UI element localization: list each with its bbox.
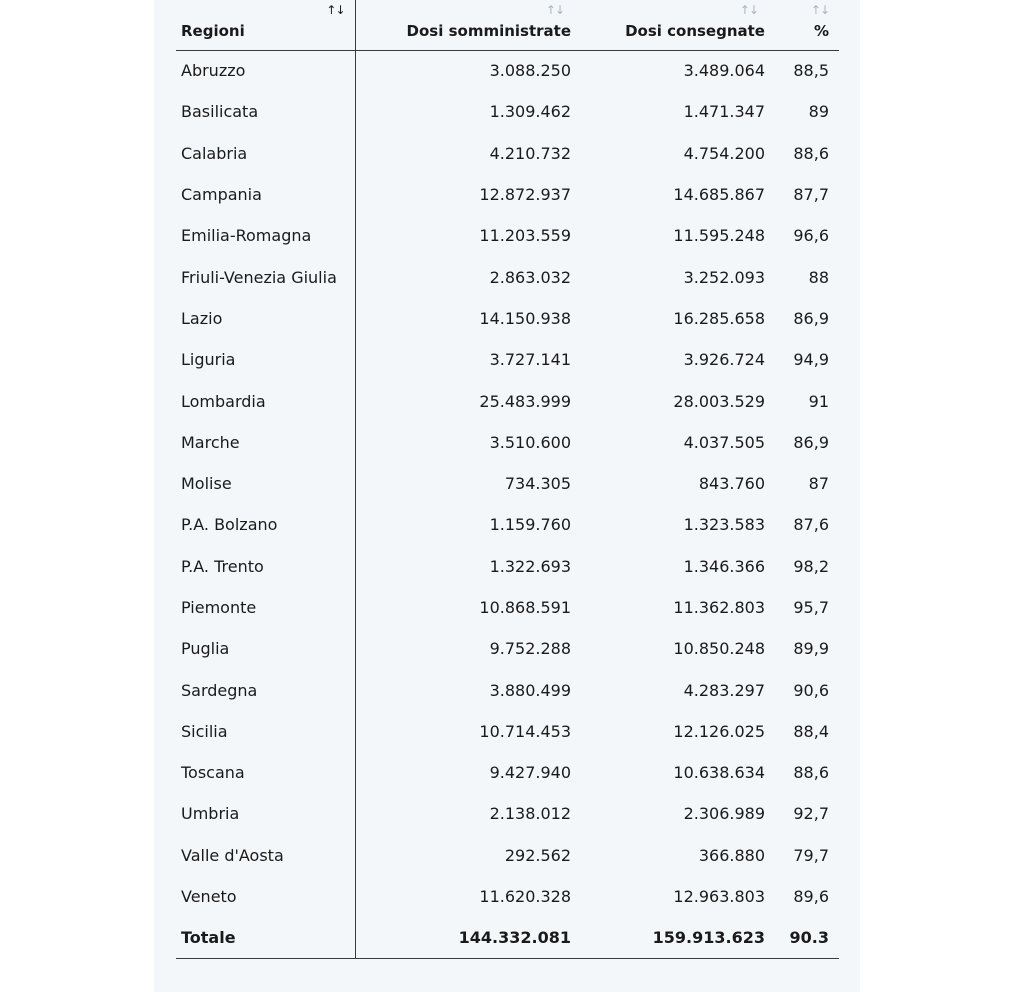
cell-region: Emilia-Romagna <box>176 215 355 256</box>
cell-administered: 9.752.288 <box>489 639 571 659</box>
cell-delivered: 12.963.803 <box>673 887 765 907</box>
column-header-label: Dosi consegnate <box>625 21 765 40</box>
column-header-label: Dosi somministrate <box>406 21 571 40</box>
sort-arrows-icon[interactable]: ↑↓ <box>326 3 345 17</box>
cell-administered: 2.863.032 <box>489 267 571 287</box>
cell-percent: 98,2 <box>793 556 829 576</box>
table-row <box>176 752 839 793</box>
table-header <box>176 0 839 50</box>
cell-administered: 3.880.499 <box>489 680 571 700</box>
table-row <box>176 793 839 834</box>
cell-region: Campania <box>176 174 355 215</box>
cell-percent: 95,7 <box>793 598 829 617</box>
cell-administered: 14.150.938 <box>479 308 571 328</box>
table-row <box>176 463 839 504</box>
cell-region: Veneto <box>176 876 355 917</box>
cell-delivered: 3.926.724 <box>683 350 765 370</box>
cell-percent: 89,6 <box>793 887 829 907</box>
cell-percent: 86,9 <box>793 432 829 452</box>
table-row <box>176 256 839 297</box>
cell-administered: 1.159.760 <box>489 515 571 535</box>
cell-delivered: 11.362.803 <box>673 598 765 617</box>
table-row <box>176 380 839 421</box>
cell-administered: 3.727.141 <box>489 350 571 370</box>
cell-delivered: 3.252.093 <box>683 267 765 287</box>
table-row <box>176 628 839 669</box>
cell-delivered: 10.850.248 <box>673 639 765 659</box>
cell-administered: 9.427.940 <box>489 763 571 783</box>
vaccine-doses-table <box>176 0 839 959</box>
table-row <box>176 669 839 710</box>
cell-delivered: 843.760 <box>698 474 765 494</box>
cell-delivered: 4.754.200 <box>683 143 765 163</box>
column-header-label: Regioni <box>181 21 245 40</box>
cell-region: Sardegna <box>176 669 355 710</box>
cell-delivered: 4.283.297 <box>683 680 765 700</box>
table-row <box>176 422 839 463</box>
cell-administered: 11.203.559 <box>479 226 571 246</box>
table-row <box>176 50 839 91</box>
cell-administered: 3.088.250 <box>489 61 571 81</box>
cell-percent: 90.3 <box>774 917 839 958</box>
cell-administered: 2.138.012 <box>489 804 571 824</box>
cell-percent: 87 <box>808 474 829 494</box>
cell-region: P.A. Trento <box>176 546 355 587</box>
cell-region: Molise <box>176 463 355 504</box>
cell-percent: 88,4 <box>793 721 829 741</box>
table-row <box>176 174 839 215</box>
cell-percent: 89,9 <box>793 639 829 659</box>
cell-region: Marche <box>176 422 355 463</box>
cell-administered: 4.210.732 <box>489 143 571 163</box>
cell-administered: 25.483.999 <box>479 391 571 411</box>
cell-delivered: 2.306.989 <box>683 804 765 824</box>
cell-percent: 89 <box>808 102 829 122</box>
cell-region: Umbria <box>176 793 355 834</box>
table-row <box>176 835 839 876</box>
cell-percent: 96,6 <box>793 226 829 246</box>
cell-percent: 88 <box>808 267 829 287</box>
cell-region: Totale <box>176 917 355 958</box>
cell-delivered: 14.685.867 <box>673 185 765 205</box>
table-row <box>176 215 839 256</box>
cell-region: Toscana <box>176 752 355 793</box>
cell-region: Lazio <box>176 298 355 339</box>
cell-administered: 11.620.328 <box>479 887 571 907</box>
cell-region: Liguria <box>176 339 355 380</box>
cell-administered: 1.322.693 <box>489 556 571 576</box>
table-row <box>176 339 839 380</box>
cell-percent: 88,6 <box>793 763 829 783</box>
cell-administered: 1.309.462 <box>489 102 571 122</box>
cell-administered: 3.510.600 <box>489 432 571 452</box>
cell-percent: 79,7 <box>793 845 829 865</box>
cell-administered: 12.872.937 <box>479 185 571 205</box>
column-header-percent[interactable] <box>774 0 839 50</box>
sort-arrows-icon[interactable]: ↑↓ <box>545 3 564 17</box>
cell-percent: 86,9 <box>793 308 829 328</box>
column-header-label: % <box>813 21 829 40</box>
table-row <box>176 876 839 917</box>
cell-percent: 94,9 <box>793 350 829 370</box>
cell-percent: 88,5 <box>793 61 829 81</box>
cell-percent: 92,7 <box>793 804 829 824</box>
cell-region: Abruzzo <box>176 50 355 91</box>
cell-administered: 734.305 <box>504 474 571 494</box>
cell-region: Calabria <box>176 133 355 174</box>
cell-delivered: 11.595.248 <box>673 226 765 246</box>
cell-administered: 292.562 <box>504 845 571 865</box>
cell-percent: 91 <box>808 391 829 411</box>
cell-delivered: 4.037.505 <box>683 432 765 452</box>
cell-administered: 10.868.591 <box>479 598 571 617</box>
cell-administered: 144.332.081 <box>355 917 580 958</box>
cell-delivered: 1.471.347 <box>683 102 765 122</box>
cell-delivered: 1.323.583 <box>683 515 765 535</box>
table-row <box>176 587 839 628</box>
header-row <box>176 0 839 50</box>
cell-percent: 87,7 <box>793 185 829 205</box>
table-row <box>176 133 839 174</box>
cell-region: Puglia <box>176 628 355 669</box>
sort-arrows-icon[interactable]: ↑↓ <box>739 3 758 17</box>
cell-delivered: 3.489.064 <box>683 61 765 81</box>
cell-administered: 10.714.453 <box>479 721 571 741</box>
column-header-delivered[interactable] <box>580 0 774 50</box>
cell-region: Friuli-Venezia Giulia <box>176 256 355 297</box>
table-row <box>176 504 839 545</box>
total-row <box>176 917 839 958</box>
cell-region: P.A. Bolzano <box>176 504 355 545</box>
table-row <box>176 546 839 587</box>
table-body <box>176 50 839 959</box>
cell-region: Lombardia <box>176 380 355 421</box>
cell-region: Valle d'Aosta <box>176 835 355 876</box>
cell-delivered: 366.880 <box>698 845 765 865</box>
cell-delivered: 10.638.634 <box>673 763 765 783</box>
table-row <box>176 91 839 132</box>
table-row <box>176 298 839 339</box>
cell-region: Basilicata <box>176 91 355 132</box>
cell-delivered: 16.285.658 <box>673 308 765 328</box>
table-row <box>176 711 839 752</box>
column-header-administered[interactable] <box>355 0 580 50</box>
column-header-region[interactable] <box>176 0 355 50</box>
cell-delivered: 12.126.025 <box>673 721 765 741</box>
cell-delivered: 159.913.623 <box>580 917 774 958</box>
cell-percent: 90,6 <box>793 680 829 700</box>
cell-percent: 87,6 <box>793 515 829 535</box>
cell-delivered: 28.003.529 <box>673 391 765 411</box>
sort-arrows-icon[interactable]: ↑↓ <box>810 3 829 17</box>
cell-percent: 88,6 <box>793 143 829 163</box>
cell-region: Piemonte <box>176 587 355 628</box>
cell-delivered: 1.346.366 <box>683 556 765 576</box>
cell-region: Sicilia <box>176 711 355 752</box>
